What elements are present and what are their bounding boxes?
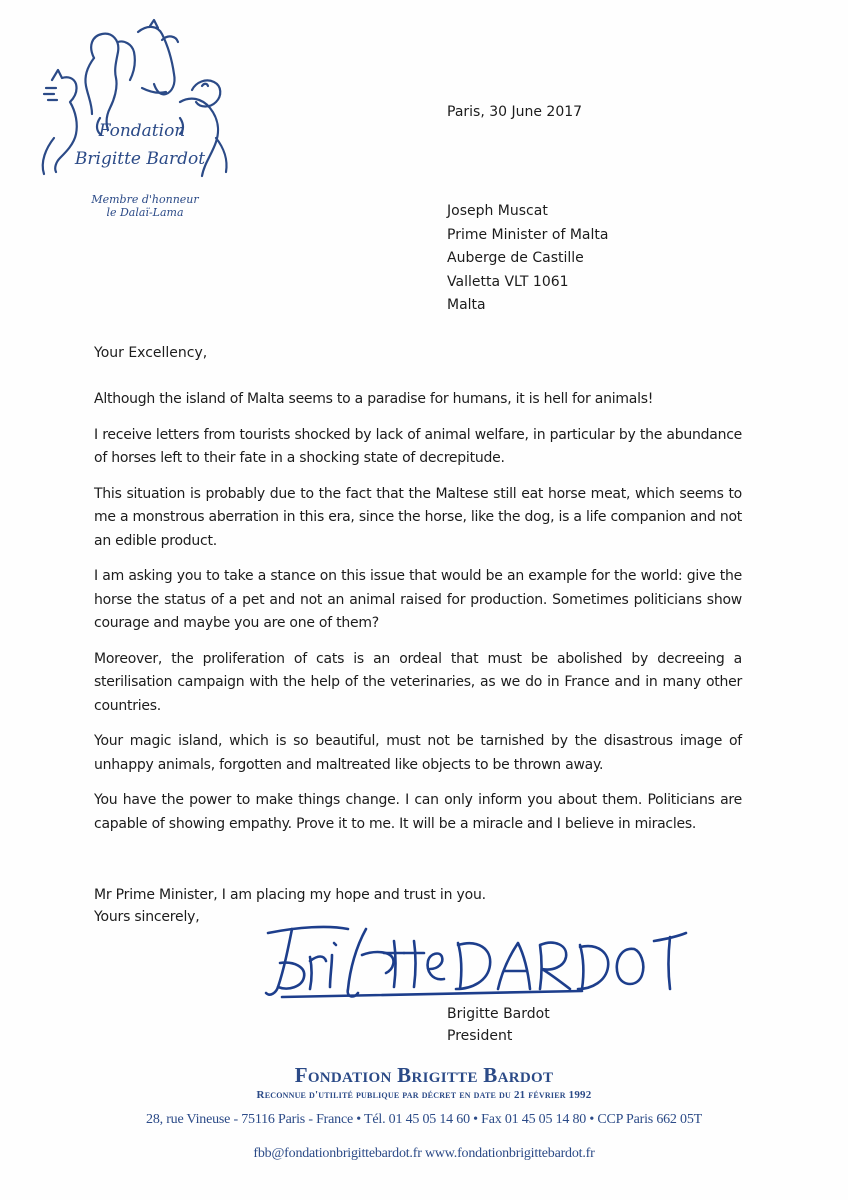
body-paragraph: I am asking you to take a stance on this issue that would be an example for the world: give the horse the status of a pet and not an animal raised for production. Sometimes politicians show courage and maybe you are one of them? (94, 568, 742, 631)
body-paragraph: This situation is probably due to the fact that the Maltese still eat horse meat, which seems to me a monstrous aberration in this era, since the horse, like the dog, is a life companion and not an edible product. (94, 485, 742, 549)
recipient-line: Joseph Muscat (447, 203, 548, 219)
logo-text-line1: Fondation (98, 121, 186, 141)
letterhead-footer (0, 1062, 848, 1162)
recipient-line: Malta (447, 297, 486, 313)
honorary-member-note (60, 193, 230, 219)
body-paragraph: Although the island of Malta seems to a paradise for humans, it is hell for animals! (94, 391, 654, 407)
letter-date: Paris, 30 June 2017 (447, 104, 583, 120)
salutation: Your Excellency, (94, 345, 208, 361)
signer-name: Brigitte Bardot (447, 1006, 550, 1022)
footer-subtitle: Reconnue d'utilité publique par décret en date du 21 février 1992 (256, 1089, 592, 1101)
footer-title: Fondation Brigitte Bardot (294, 1063, 554, 1087)
honour-line2: le Dalaï-Lama (106, 206, 184, 219)
footer-contact: 28, rue Vineuse - 75116 Paris - France • Tél. 01 45 05 14 60 • Fax 01 45 05 14 80 • CCP Paris 662 05T (146, 1112, 702, 1127)
body-paragraph: You have the power to make things change. I can only inform you about them. Politicians are capable of showing empathy. Prove it to me. It will be a miracle and I believe in miracles. (94, 792, 742, 832)
recipient-line: Valletta VLT 1061 (447, 273, 569, 290)
body-paragraph: Moreover, the proliferation of cats is an ordeal that must be abolished by decreeing a sterilisation campaign with the help of the veterinaries, as we do in France and in many other countries. (94, 650, 742, 714)
signer-title: President (447, 1028, 513, 1044)
honour-line1: Membre d'honneur (91, 193, 199, 206)
signature-icon (262, 905, 692, 1005)
closing-line: Yours sincerely, (94, 909, 200, 925)
foundation-logo-icon (30, 18, 245, 188)
body-paragraph: Your magic island, which is so beautiful, must not be tarnished by the disastrous image of unhappy animals, forgotten and maltreated like objects to be thrown away. (94, 733, 742, 773)
letter-body (94, 388, 742, 848)
body-paragraph: I receive letters from tourists shocked by lack of animal welfare, in particular by the abundance of horses left to their fate in a shocking state of decrepitude. (94, 426, 742, 466)
closing-line: Mr Prime Minister, I am placing my hope and trust in you. (94, 887, 486, 903)
signer-block (447, 1003, 550, 1047)
recipient-line: Auberge de Castille (447, 250, 584, 266)
logo-text-line2: Brigitte Bardot (74, 149, 206, 169)
recipient-address (447, 200, 608, 318)
footer-web: fbb@fondationbrigittebardot.fr www.fondationbrigittebardot.fr (253, 1146, 595, 1161)
recipient-line: Prime Minister of Malta (447, 226, 609, 243)
